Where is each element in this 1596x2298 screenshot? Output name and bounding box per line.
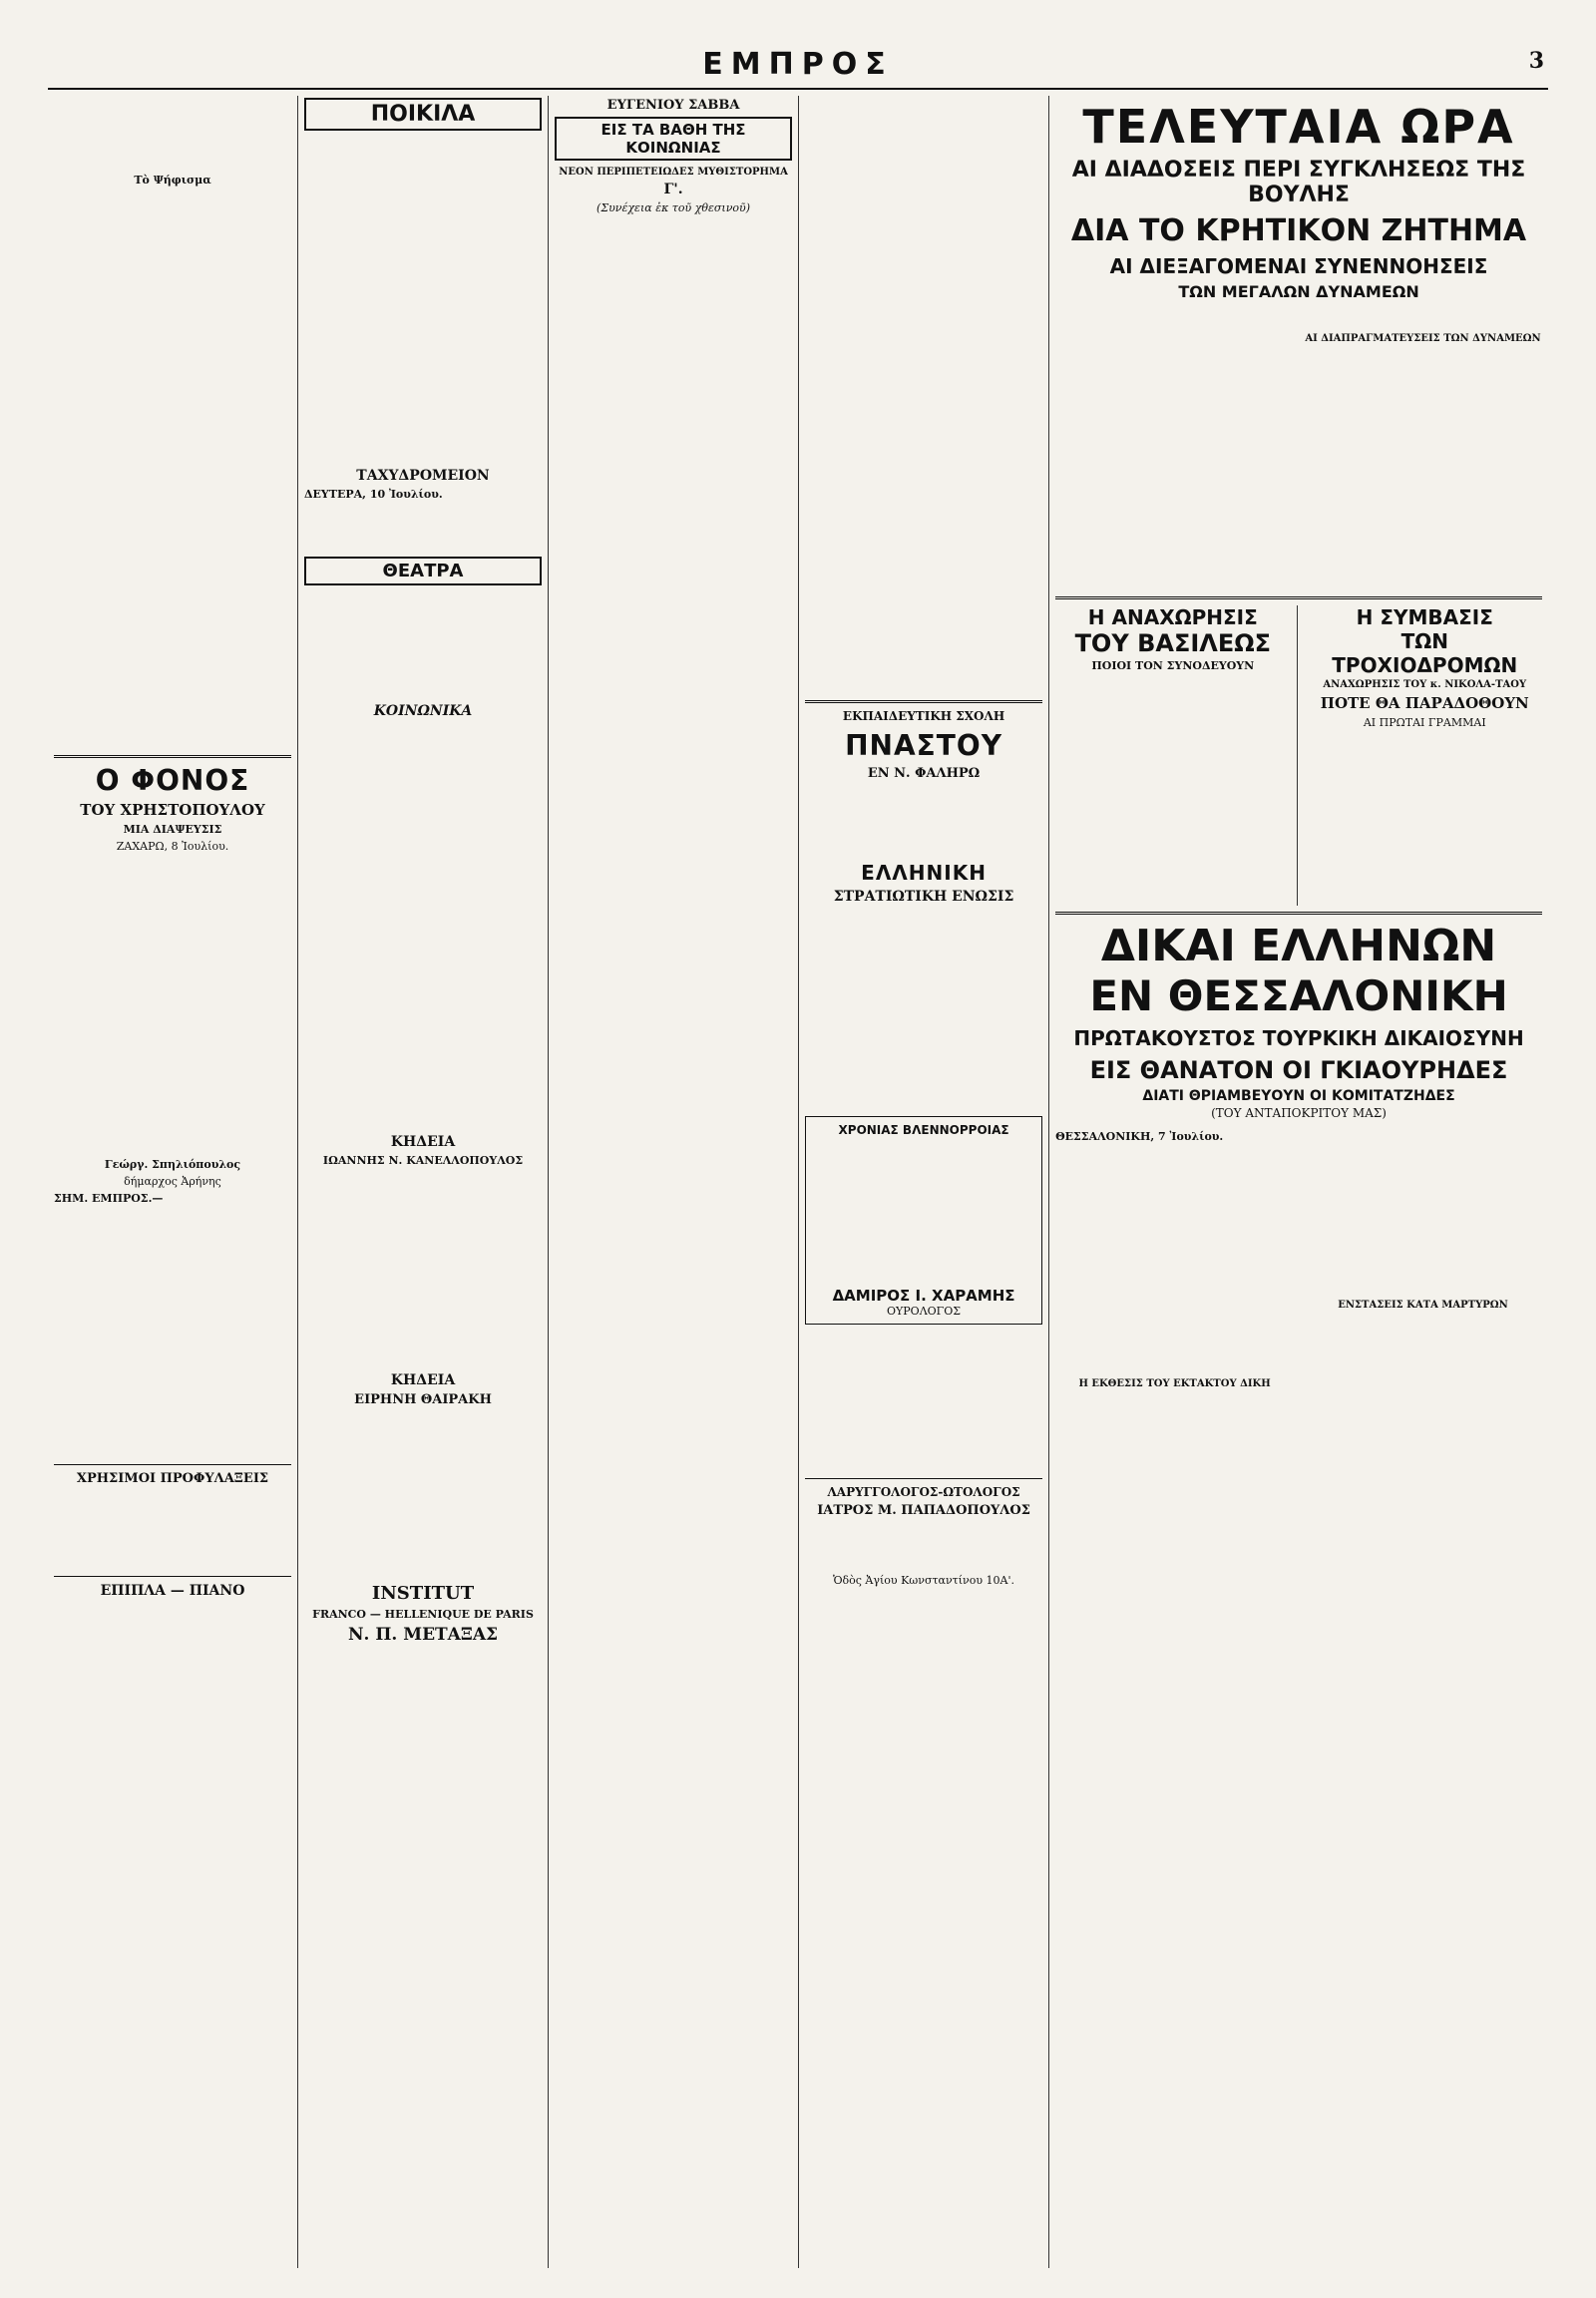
symvasis-title-2: ΤΩΝ ΤΡΟΧΙΟΔΡΟΜΩΝ [1332, 629, 1518, 677]
symvasis-title: Η ΣΥΜΒΑΣΙΣ [1356, 605, 1493, 629]
fonos-subtitle: ΤΟΥ ΧΡΗΣΤΟΠΟΥΛΟΥ [80, 800, 265, 819]
deceased-name: ΙΩΑΝΝΗΣ Ν. ΚΑΝΕΛΛΟΠΟΥΛΟΣ [322, 1154, 524, 1167]
column-latest-news [1049, 96, 1548, 2268]
dikai-sub: ΠΡΩΤΑΚΟΥΣΤΟΣ ΤΟΥΡΚΙΚΗ ΔΙΚΑΙΟΣΥΝΗ [1073, 1026, 1524, 1050]
school-name: ΠΝΑΣΤΟΥ [845, 729, 1002, 762]
ad-title: ΧΡΟΝΙΑΣ ΒΛΕΝΝΟΡΡΟΙΑΣ [838, 1123, 1009, 1137]
doctor-name: Ν. Π. ΜΕΤΑΞΑΣ [347, 1625, 499, 1645]
vote-heading: Τὸ Ψήφισμα [134, 173, 211, 187]
institut-subheading: FRANCO — HELLENIQUE DE PARIS [312, 1608, 534, 1621]
anaxorisis-title-2: ΤΟΥ ΒΑΣΙΛΕΩΣ [1074, 629, 1272, 657]
text-block [304, 137, 542, 466]
diapragmateuseis-heading: ΑΙ ΔΙΑΠΡΑΓΜΑΤΕΥΣΕΙΣ ΤΩΝ ΔΥΝΑΜΕΩΝ [1305, 333, 1541, 344]
serial-part: Γ'. [663, 182, 683, 197]
fonos-subtitle-2: ΜΙΑ ΔΙΑΨΕΥΣΙΣ [123, 822, 222, 836]
column-2 [298, 96, 549, 2268]
larynx-name: ΙΑΤΡΟΣ Μ. ΠΑΠΑΔΟΠΟΥΛΟΣ [817, 1503, 1030, 1518]
serial-subtitle: ΝΕΟΝ ΠΕΡΙΠΕΤΕΙΩΔΕΣ ΜΥΘΙΣΤΟΡΗΜΑ [559, 167, 788, 178]
text-block [805, 909, 1042, 1108]
surgeon-role: ΟΥΡΟΛΟΓΟΣ [887, 1305, 962, 1318]
columns [48, 96, 1548, 2268]
dikai-title-2: ΕΝ ΘΕΣΣΑΛΟΝΙΚΗ [1089, 971, 1508, 1020]
text-block [54, 1490, 291, 1570]
text-block [304, 505, 542, 555]
symvasis-sub-3: ΑΙ ΠΡΩΤΑΙ ΓΡΑΜΜΑΙ [1363, 716, 1486, 729]
serial-continued: (Συνέχεια ἐκ τοῦ χθεσινοῦ) [597, 201, 751, 214]
teleftaia-ora-title: ΤΕΛΕΥΤΑΙΑ ΩΡΑ [1082, 100, 1515, 154]
newspaper-name: ΕΜΠΡΟΣ [702, 46, 894, 82]
text-block [1055, 311, 1294, 590]
signature-role: δήμαρχος Ἀρήνης [124, 1174, 221, 1188]
text-block [304, 723, 542, 1132]
text-block [304, 591, 542, 701]
dikai-sub-2: ΕΙΣ ΘΑΝΑΤΟΝ ΟΙ ΓΚΙΑΟΥΡΗΔΕΣ [1089, 1056, 1508, 1084]
symvasis-sub-2: ΠΟΤΕ ΘΑ ΠΑΡΑΔΟΘΟΥΝ [1320, 694, 1529, 712]
taxydromeion-heading: ΤΑΧΥΔΡΟΜΕΙΟΝ [356, 468, 490, 484]
text-block [304, 1411, 542, 1581]
text-block [805, 785, 1042, 855]
masthead [48, 40, 1548, 90]
dikai-sub-4: (ΤΟΥ ΑΝΤΑΠΟΚΡΙΤΟΥ ΜΑΣ) [1211, 1106, 1387, 1120]
column-4 [799, 96, 1049, 2268]
fonos-dateline: ΖΑΧΑΡΩ, 8 Ἰουλίου. [116, 839, 229, 853]
reply-start: ΣΗΜ. ΕΜΠΡΟΣ.— [54, 1191, 164, 1205]
larynx-heading: ΛΑΡΥΓΓΟΛΟΓΟΣ-ΩΤΟΛΟΓΟΣ [827, 1485, 1020, 1499]
chrisimoi-heading: ΧΡΗΣΙΜΟΙ ΠΡΟΦΥΛΑΞΕΙΣ [76, 1470, 269, 1486]
anaxorisis-sub: ΠΟΙΟΙ ΤΟΝ ΣΥΝΟΔΕΥΟΥΝ [1091, 659, 1255, 672]
text-block [805, 1522, 1042, 1572]
headline-3: ΔΙΑ ΤΟ ΚΡΗΤΙΚΟΝ ΖΗΤΗΜΑ [1070, 213, 1527, 248]
author: ΕΥΓΕΝΙΟΥ ΣΑΒΒΑ [606, 98, 740, 113]
greek-subheading: ΣΤΡΑΤΙΩΤΙΚΗ ΕΝΩΣΙΣ [833, 889, 1014, 905]
column-1 [48, 96, 298, 2268]
ekthesis-heading: Η ΕΚΘΕΣΙΣ ΤΟΥ ΕΚΤΑΚΤΟΥ ΔΙΚΗ [1078, 1378, 1271, 1389]
anaxorisis-title: Η ΑΝΑΧΩΡΗΣΙΣ [1087, 605, 1258, 629]
institut-heading: INSTITUT [371, 1583, 475, 1604]
serial-title: ΕΙΣ ΤΑ ΒΑΘΗ ΤΗΣ ΚΟΙΝΩΝΙΑΣ [555, 117, 792, 161]
kideia-heading: ΚΗΔΕΙΑ [390, 1372, 456, 1388]
dikai-title: ΔΙΚΑΙ ΕΛΛΗΝΩΝ [1100, 921, 1497, 971]
theatra-heading: ΘΕΑΤΡΑ [304, 557, 542, 585]
column-3 [549, 96, 799, 2268]
text-block [54, 191, 291, 749]
fonos-title: Ο ΦΟΝΟΣ [95, 763, 250, 797]
address: Ὁδὸς Ἀγίου Κωνσταντίνου 10Α'. [833, 1574, 1015, 1587]
signature: Γεώργ. Σπηλιόπουλος [104, 1157, 241, 1171]
headline-5: ΤΩΝ ΜΕΓΑΛΩΝ ΔΥΝΑΜΕΩΝ [1178, 282, 1419, 301]
text-block [54, 1209, 291, 1458]
epipla-heading: ΕΠΙΠΛΑ — ΠΙΑΝΟ [100, 1582, 245, 1599]
enstaseis-heading: ΕΝΣΤΑΣΕΙΣ ΚΑΤΑ ΜΑΡΤΥΡΩΝ [1338, 1300, 1508, 1311]
koinonika-heading: ΚΟΙΝΩΝΙΚΑ [373, 703, 473, 719]
date-line: ΔΕΥΤΕΡΑ, 10 Ἰουλίου. [304, 488, 443, 501]
text-block [54, 857, 291, 1156]
deceased-name: ΕΙΡΗΝΗ ΘΑΙΡΑΚΗ [354, 1392, 492, 1407]
school-heading: ΕΚΠΑΙΔΕΥΤΙΚΗ ΣΧΟΛΗ [842, 709, 1005, 723]
symvasis-sub: ΑΝΑΧΩΡΗΣΙΣ ΤΟΥ κ. ΝΙΚΟΛΑ-ΤΑΟΥ [1323, 679, 1527, 690]
poikila-heading: ΠΟΙΚΙΛΑ [304, 98, 542, 131]
text-block [805, 96, 1042, 694]
headline-2: ΑΙ ΔΙΑΔΟΣΕΙΣ ΠΕΡΙ ΣΥΓΚΛΗΣΕΩΣ ΤΗΣ ΒΟΥΛΗΣ [1071, 158, 1526, 207]
dikai-sub-3: ΔΙΑΤΙ ΘΡΙΑΜΒΕΥΟΥΝ ΟΙ ΚΟΜΙΤΑΤΖΗΔΕΣ [1142, 1088, 1455, 1104]
page-number: 3 [1528, 48, 1544, 74]
surgeon-name: ΔΑΜΙΡΟΣ Ι. ΧΑΡΑΜΗΣ [832, 1287, 1015, 1305]
kideia-heading: ΚΗΔΕΙΑ [390, 1134, 456, 1150]
ad-box [805, 1116, 1042, 1325]
headline-4: ΑΙ ΔΙΕΞΑΓΟΜΕΝΑΙ ΣΥΝΕΝΝΟΗΣΕΙΣ [1109, 254, 1488, 278]
greek-heading: ΕΛΛΗΝΙΚΗ [861, 861, 987, 885]
school-location: ΕΝ Ν. ΦΑΛΗΡΩ [867, 766, 981, 781]
text-block [304, 1171, 542, 1370]
text-block [805, 1333, 1042, 1472]
thess-dateline: ΘΕΣΣΑΛΟΝΙΚΗ, 7 Ἰουλίου. [1055, 1130, 1224, 1143]
